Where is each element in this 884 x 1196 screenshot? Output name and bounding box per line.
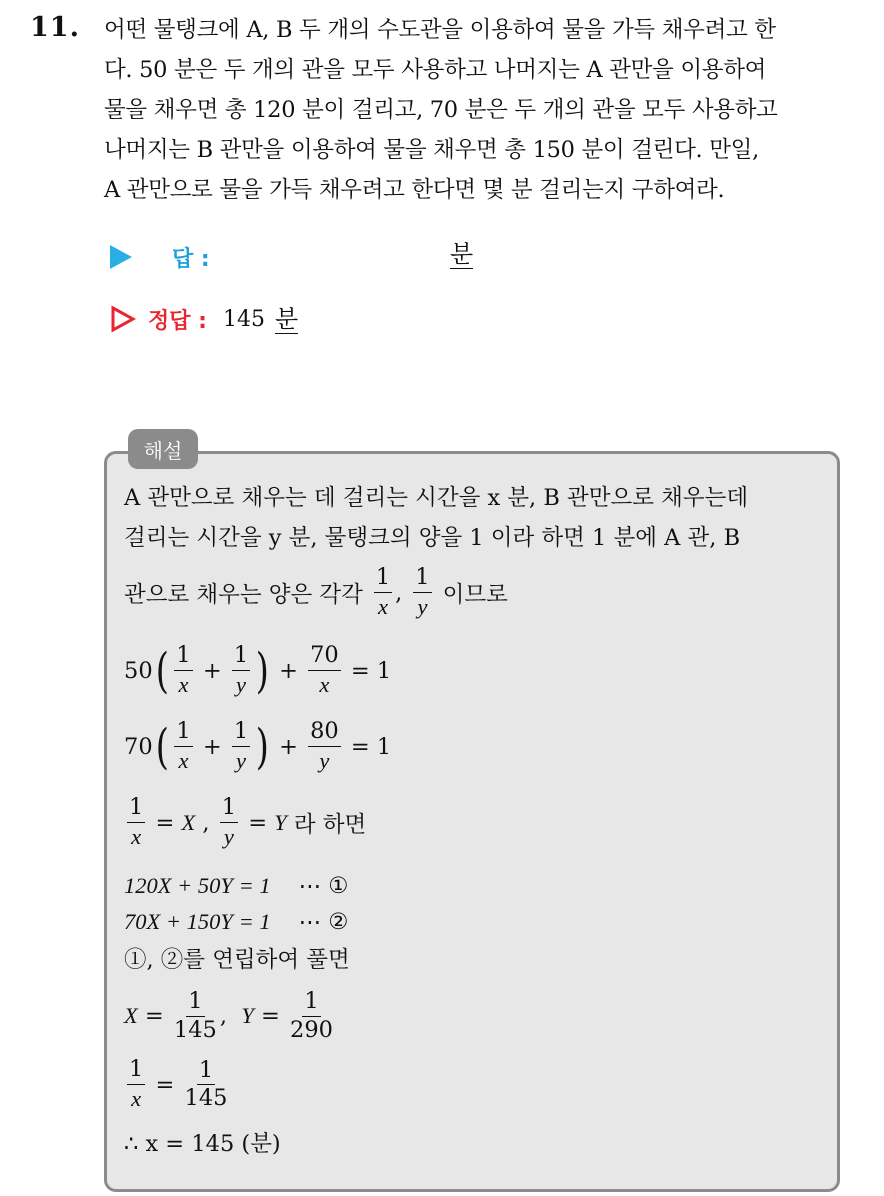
- answer-unit: 분: [450, 240, 474, 268]
- correct-answer-row: [110, 302, 298, 336]
- answer-row: [110, 240, 474, 274]
- correct-answer-value: 145: [222, 306, 265, 332]
- equation-b-text: 70X + 150Y = 1: [124, 909, 271, 934]
- solution-text: 관으로 채우는 양은 각각: [124, 581, 363, 608]
- fraction-1-over-x: $\frac{1}{x}$: [375, 564, 391, 619]
- question-line: A 관만으로 물을 가득 채우려고 한다면 몇 분 걸리는지 구하여라.: [104, 177, 725, 203]
- equation-b: [124, 902, 348, 942]
- question-line: 물을 채우면 총 120 분이 걸리고, 70 분은 두 개의 관을 모두 사용하고: [104, 97, 778, 123]
- equation-2: 70 ( $\frac{1}{x}$ + $\frac{1}{y}$ ) + $\frac{80}{y}$ = 1: [124, 718, 392, 775]
- final-answer-text: ∴ x = 145 (분): [124, 1131, 281, 1157]
- question-text: [104, 10, 864, 210]
- combine-text: ①, ②를 연립하여 풀면: [124, 947, 350, 973]
- eq1-coefficient: 50: [124, 657, 153, 684]
- solution-line: A 관만으로 채우는 데 걸리는 시간을 x 분, B 관만으로 채우는데: [124, 485, 749, 511]
- correct-answer-unit: 분: [274, 304, 299, 333]
- solution-line-fractions: 관으로 채우는 양은 각각 $\frac{1}{x}$ , $\frac{1}{y}$ 이므로: [124, 564, 508, 619]
- result-xy: X = $\frac{1}{145}$ , Y = $\frac{1}{290}$: [124, 988, 333, 1043]
- y-denominator: 290: [290, 1016, 333, 1043]
- substitution-text: 라 하면: [293, 811, 367, 838]
- solution-line: 걸리는 시간을 y 분, 물탱크의 양을 1 이라 하면 1 분에 A 관, B: [124, 525, 741, 551]
- solution-tab: 해설: [128, 429, 198, 469]
- combine-line: [124, 940, 350, 980]
- equation-a: [124, 866, 348, 906]
- play-icon: [110, 245, 132, 269]
- final-answer: [124, 1124, 281, 1164]
- result-1-over-x: $\frac{1}{x}$ = $\frac{1}{145}$: [129, 1056, 228, 1112]
- fraction-1-over-y: $\frac{1}{y}$: [415, 564, 430, 619]
- equation-1: 50 ( $\frac{1}{x}$ + $\frac{1}{y}$ ) + $\frac{70}{x}$ = 1: [124, 642, 392, 699]
- outline-play-icon: [110, 305, 136, 333]
- eq2-coefficient: 70: [124, 733, 153, 760]
- equation-b-mark: ⋯ ②: [298, 909, 349, 935]
- correct-answer-label: 정답 :: [148, 308, 207, 334]
- x-denominator: 145: [173, 1016, 217, 1043]
- answer-label: 답 :: [172, 246, 210, 272]
- equation-a-mark: ⋯ ①: [298, 873, 349, 899]
- question-line: 어떤 물탱크에 A, B 두 개의 수도관을 이용하여 물을 가득 채우려고 한: [104, 17, 776, 43]
- substitution-line: $\frac{1}{x}$ = X , $\frac{1}{y}$ = Y 라 하면: [129, 794, 367, 849]
- eq2-numerator: 80: [308, 720, 341, 747]
- question-line: 나머지는 B 관만을 이용하여 물을 채우면 총 150 분이 걸린다. 만일,: [104, 137, 759, 163]
- solution-body: [124, 478, 834, 1157]
- eq1-numerator: 70: [308, 644, 341, 671]
- question-number: 11.: [30, 12, 80, 43]
- equation-a-text: 120X + 50Y = 1: [124, 873, 271, 898]
- question-line: 다. 50 분은 두 개의 관을 모두 사용하고 나머지는 A 관만을 이용하여: [104, 57, 767, 83]
- solution-text: 이므로: [442, 581, 508, 608]
